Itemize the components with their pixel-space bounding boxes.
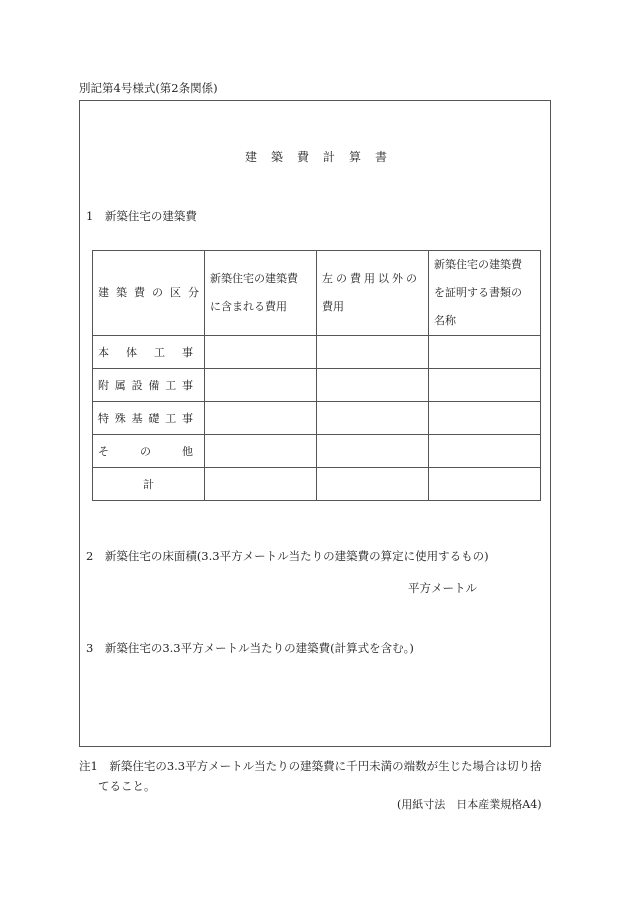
table-row-main-construction (93, 336, 541, 369)
table-row-special-foundation (93, 402, 541, 435)
floor-area-unit: 平方メートル (408, 581, 477, 595)
cell-document[interactable] (429, 402, 541, 435)
row-label-total: 計 (93, 468, 205, 501)
construction-cost-table (92, 250, 541, 501)
cell-other[interactable] (317, 369, 429, 402)
row-label-special-foundation: 特 殊 基 礎 工 事 (93, 402, 205, 435)
form-label: 別記第4号様式(第2条関係) (79, 81, 218, 95)
cell-document[interactable] (429, 369, 541, 402)
cell-other[interactable] (317, 336, 429, 369)
paper-size-note: (用紙寸法 日本産業規格A4) (397, 798, 542, 811)
cell-other[interactable] (317, 435, 429, 468)
section2-heading: 2 新築住宅の床面積(3.3平方メートル当たりの建築費の算定に使用するもの) (86, 549, 489, 563)
cell-included[interactable] (205, 336, 317, 369)
cell-total-document[interactable] (429, 468, 541, 501)
section1-heading: 1 新築住宅の建築費 (86, 209, 197, 223)
row-label-auxiliary-equipment: 附 属 設 備 工 事 (93, 369, 205, 402)
cell-other[interactable] (317, 402, 429, 435)
note-1-line-2: てること。 (98, 779, 156, 793)
table-header-row (93, 251, 541, 336)
table-row-total (93, 468, 541, 501)
section3-heading: 3 新築住宅の3.3平方メートル当たりの建築費(計算式を含む。) (86, 641, 414, 655)
document-title: 建築費計算書 (244, 150, 401, 164)
row-label-other: そ の 他 (93, 435, 205, 468)
cell-total-included[interactable] (205, 468, 317, 501)
cell-included[interactable] (205, 369, 317, 402)
header-included-costs: 新築住宅の建築費 に含まれる費用 (205, 251, 317, 336)
cell-included[interactable] (205, 402, 317, 435)
header-other-costs: 左の費用以外の 費用 (317, 251, 429, 336)
table-row-other (93, 435, 541, 468)
cell-total-other[interactable] (317, 468, 429, 501)
header-category (93, 251, 205, 336)
cell-document[interactable] (429, 336, 541, 369)
note-1-line-1: 注1 新築住宅の3.3平方メートル当たりの建築費に千円未満の端数が生じた場合は切り捨 (79, 759, 542, 773)
header-category-label: 建 築 費 の 区 分 (98, 286, 199, 299)
table-row-auxiliary-equipment (93, 369, 541, 402)
row-label-main-construction: 本 体 工 事 (93, 336, 205, 369)
cell-document[interactable] (429, 435, 541, 468)
header-document-name: 新築住宅の建築費 を証明する書類の 名称 (429, 251, 541, 336)
cell-included[interactable] (205, 435, 317, 468)
